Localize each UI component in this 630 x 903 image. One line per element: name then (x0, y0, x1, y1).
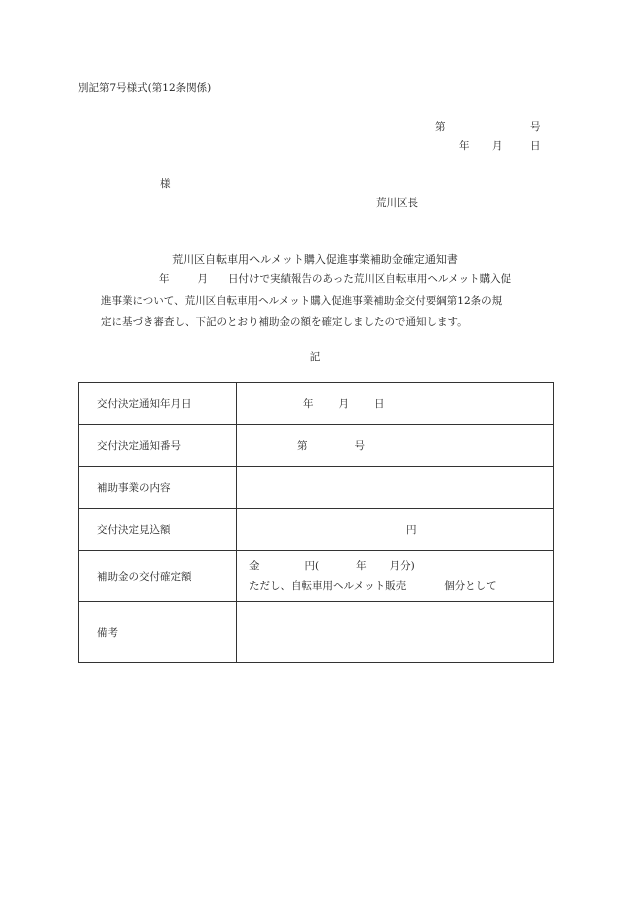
issuer-name: 荒川区長 (376, 197, 418, 209)
value-year: 年 (356, 560, 367, 572)
issue-date-month: 月 (492, 140, 503, 152)
issue-date-day: 日 (530, 140, 541, 152)
row-value (237, 467, 554, 509)
row-label: 交付決定通知番号 (79, 425, 237, 467)
row-label: 備考 (79, 602, 237, 663)
form-label: 別記第7号様式(第12条関係) (78, 82, 212, 94)
row-value (237, 602, 554, 663)
value-count: 個分として (444, 580, 497, 592)
issue-date-year: 年 (459, 140, 470, 152)
table-row (79, 602, 554, 663)
table-row (79, 509, 554, 551)
row-value (237, 509, 554, 551)
body-year: 年 (159, 273, 170, 285)
value-yen: 円( (304, 560, 320, 572)
table-row (79, 425, 554, 467)
value-line-1 (249, 556, 553, 576)
row-label: 補助事業の内容 (79, 467, 237, 509)
table-row (79, 551, 554, 602)
row-label: 交付決定見込額 (79, 509, 237, 551)
value-line-2 (249, 576, 553, 596)
value-kin: 金 (249, 560, 260, 572)
value-year: 年 (303, 398, 314, 410)
value-month: 月 (338, 398, 349, 410)
table-row (79, 467, 554, 509)
body-line-3: 定に基づき審査し、下記のとおり補助金の額を確定しましたので通知します。 (101, 316, 468, 328)
body-line-1-text: 日付けで実績報告のあった荒川区自転車用ヘルメット購入促 (228, 273, 512, 285)
row-label: 交付決定通知年月日 (79, 383, 237, 425)
body-line-2: 進事業について、荒川区自転車用ヘルメット購入促進事業補助金交付要綱第12条の規 (101, 294, 503, 307)
document-number-suffix: 号 (530, 121, 541, 133)
row-label: 補助金の交付確定額 (79, 551, 237, 602)
document-number-prefix: 第 (435, 121, 446, 133)
value-go: 号 (354, 440, 365, 452)
document-title: 荒川区自転車用ヘルメット購入促進事業補助金確定通知書 (172, 253, 458, 266)
row-value (237, 551, 554, 602)
body-month: 月 (197, 273, 208, 285)
table-row (79, 383, 554, 425)
value-day: 日 (374, 398, 385, 410)
value-dai: 第 (297, 440, 308, 452)
value-note: ただし、自転車用ヘルメット販売 (249, 580, 407, 592)
value-month: 月分) (389, 560, 415, 572)
ki-heading: 記 (309, 351, 321, 363)
body-line-1 (101, 269, 561, 291)
value-yen: 円 (406, 524, 417, 536)
row-value (237, 425, 554, 467)
confirmation-table (78, 382, 554, 663)
addressee-suffix: 様 (160, 178, 171, 190)
body-paragraph (101, 269, 561, 334)
row-value (237, 383, 554, 425)
